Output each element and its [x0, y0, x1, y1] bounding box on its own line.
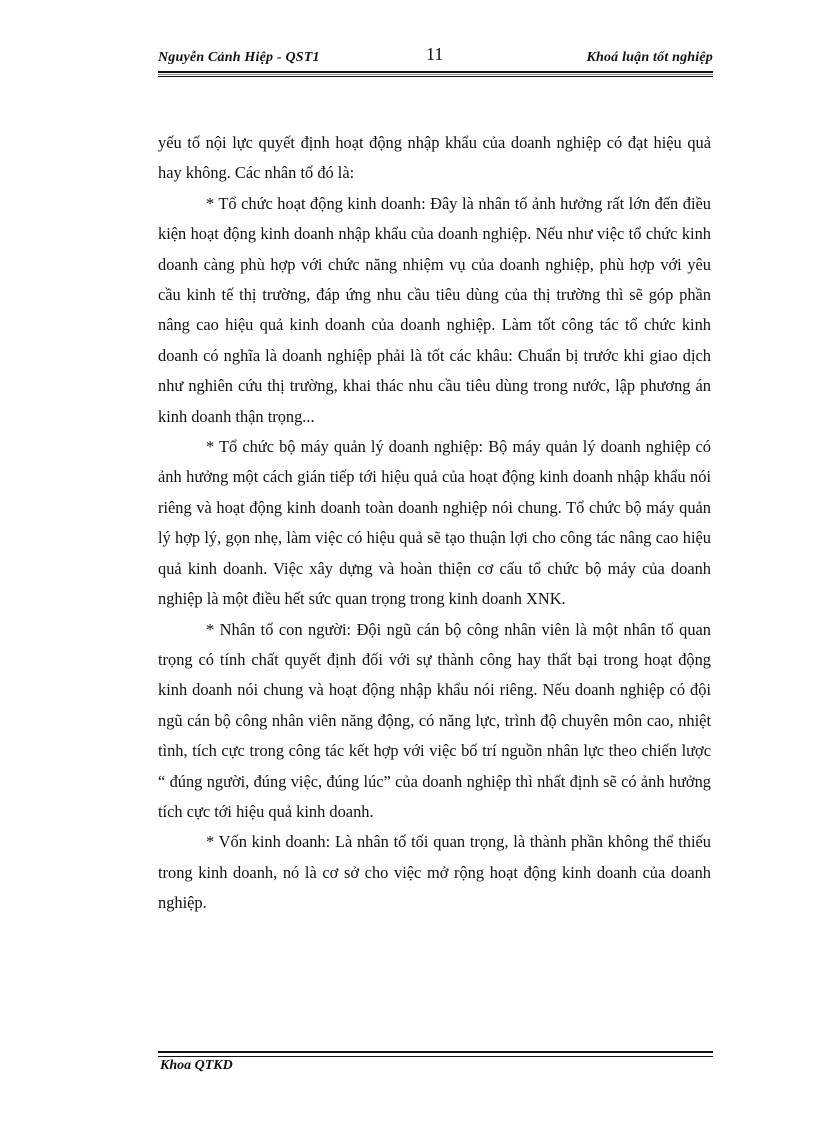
header-doc-title: Khoá luận tốt nghiệp	[586, 50, 713, 65]
paragraph-business-capital: * Vốn kinh doanh: Là nhân tố tối quan trọng, là thành phần không thể thiếu trong kinh doanh, nó là cơ sở cho việc mở rộng hoạt động kinh doanh của doanh nghiệp.	[158, 832, 711, 913]
header-author: Nguyễn Cảnh Hiệp - QST1	[158, 50, 320, 65]
paragraph-business-organization: * Tổ chức hoạt động kinh doanh: Đây là nhân tố ảnh hưởng rất lớn đến điều kiện hoạt động kinh doanh nhập khẩu của doanh nghiệp. Nếu như việc tổ chức kinh doanh càng phù hợp với chức năng nhiệm vụ của doanh nghiệp, phù hợp với yêu cầu kinh tế thị trường, đáp ứng nhu cầu tiêu dùng của thị trường thì sẽ góp phần nâng cao hiệu quả kinh doanh của doanh nghiệp. Làm tốt công tác tổ chức kinh doanh có nghĩa là doanh nghiệp phải là tốt các khâu: Chuẩn bị trước khi giao dịch như nghiên cứu thị trường, khai thác nhu cầu tiêu dùng trong nước, lập phương án kinh doanh thận trọng...	[158, 193, 711, 426]
paragraph-continuation: yếu tố nội lực quyết định hoạt động nhập khẩu của doanh nghiệp có đạt hiệu quả hay không. Các nhân tố đó là:	[158, 133, 711, 183]
page-header	[158, 44, 713, 70]
page-number: 11	[426, 44, 444, 64]
paragraph-human-factor: * Nhân tố con người: Đội ngũ cán bộ công nhân viên là một nhân tố quan trọng có tính chất quyết định đối với sự thành công hay thất bại trong hoạt động kinh doanh nói chung và hoạt động nhập khẩu nói riêng. Nếu doanh nghiệp có đội ngũ cán bộ công nhân viên năng động, có năng lực, trình độ chuyên môn cao, nhiệt tình, tích cực trong công tác kết hợp với việc bố trí nguồn nhân lực theo chiến lược “ đúng người, đúng việc, đúng lúc” của doanh nghiệp thì nhất định sẽ có ảnh hưởng tích cực tới hiệu quả kinh doanh.	[158, 619, 711, 821]
header-divider	[158, 71, 713, 77]
paragraph-management-structure: * Tổ chức bộ máy quản lý doanh nghiệp: Bộ máy quản lý doanh nghiệp có ảnh hưởng một cách gián tiếp tới hiệu quả của hoạt động kinh doanh nhập khẩu nói riêng và hoạt động kinh doanh toàn doanh nghiệp nói chung. Tổ chức bộ máy quản lý hợp lý, gọn nhẹ, làm việc có hiệu quả sẽ tạo thuận lợi cho công tác nâng cao hiệu quả kinh doanh. Việc xây dựng và hoàn thiện cơ cấu tổ chức bộ máy của doanh nghiệp là một điều hết sức quan trọng trong kinh doanh XNK.	[158, 437, 711, 609]
footer-divider	[158, 1051, 713, 1057]
footer-department: Khoa QTKD	[160, 1058, 233, 1073]
document-body	[158, 128, 711, 919]
